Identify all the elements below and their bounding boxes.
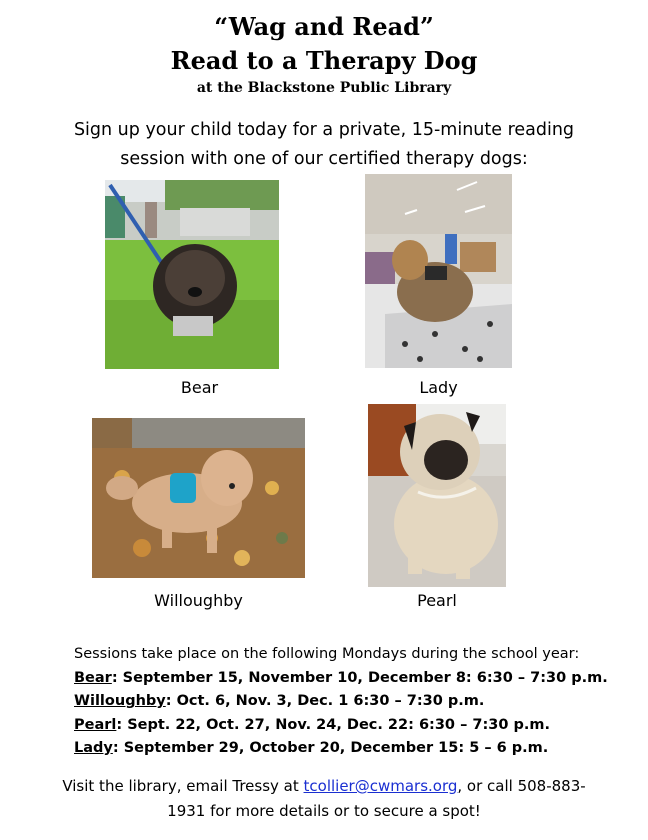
dog-photo-lady-image (365, 174, 512, 368)
contact-phone-part: , or call 508-883- (457, 777, 586, 795)
schedule-dog-name: Willoughby (74, 693, 166, 709)
contact-line-1 (0, 774, 648, 799)
schedule-dates: : Oct. 6, Nov. 3, Dec. 1 6:30 – 7:30 p.m. (165, 693, 485, 709)
schedule-row-bear (74, 667, 614, 691)
dog-photo-willoughby-image (92, 418, 305, 578)
intro-line-1: Sign up your child today for a private, 15-minute reading (73, 120, 575, 140)
photo-lady (365, 174, 512, 368)
schedule-intro: Sessions take place on the following Mondays during the school year: (74, 646, 580, 662)
schedule-dates: : Sept. 22, Oct. 27, Nov. 24, Dec. 22: 6:30 – 7:30 p.m. (116, 716, 550, 733)
caption-willoughby: Willoughby (154, 591, 243, 610)
flyer-subtitle: Read to a Therapy Dog (170, 46, 478, 75)
caption-bear: Bear (180, 378, 219, 397)
caption-pearl: Pearl (417, 591, 457, 610)
email-link[interactable]: tcollier@cwmars.org (303, 777, 458, 795)
contact-line-2: 1931 for more details or to secure a spot! (167, 802, 481, 820)
contact-prefix: Visit the library, email Tressy at (62, 777, 304, 795)
intro-line-2: session with one of our certified therapy dogs: (120, 149, 528, 169)
schedule-row-willoughby (74, 690, 614, 714)
caption-lady: Lady (419, 378, 458, 397)
schedule-row-pearl (74, 714, 614, 738)
schedule-dog-name: Pearl (74, 716, 117, 733)
schedule-dates: : September 29, October 20, December 15: 5 – 6 p.m. (112, 740, 549, 756)
flyer-location: at the Blackstone Public Library (196, 80, 452, 96)
schedule-section (74, 643, 614, 761)
schedule-row-lady (74, 737, 614, 761)
photo-pearl (368, 404, 506, 587)
schedule-dog-name: Bear (74, 669, 112, 686)
dog-photo-pearl-image (368, 404, 506, 587)
dog-photo-bear-image (105, 180, 279, 369)
intro-text (0, 116, 648, 174)
contact-info (0, 774, 648, 824)
schedule-dog-name: Lady (74, 740, 113, 756)
photo-willoughby (92, 418, 305, 578)
schedule-dates: : September 15, November 10, December 8: 6:30 – 7:30 p.m. (111, 669, 608, 686)
flyer-title: “Wag and Read” (214, 12, 434, 41)
photo-bear (105, 180, 279, 369)
